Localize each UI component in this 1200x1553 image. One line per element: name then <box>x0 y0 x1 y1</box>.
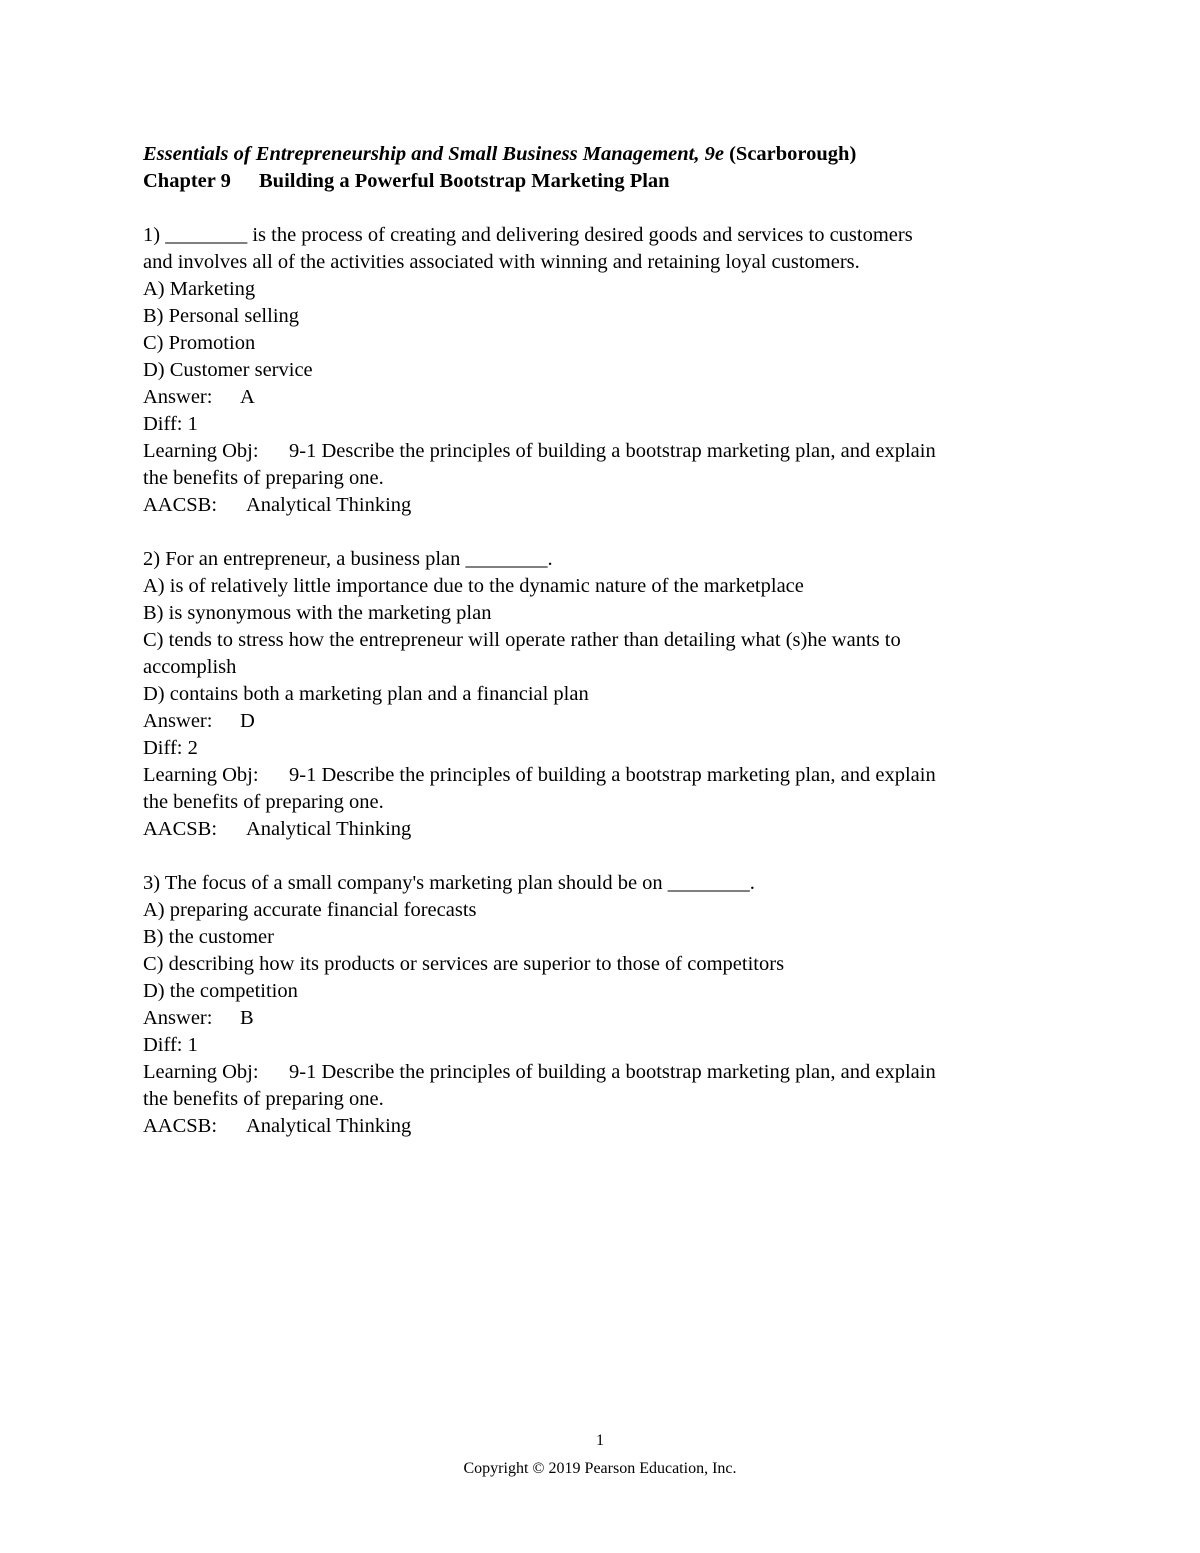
learning-obj-label: Learning Obj: <box>143 440 259 462</box>
answer-label: Answer: <box>143 1007 213 1029</box>
answer-value: D <box>240 710 255 732</box>
copyright-notice: Copyright © 2019 Pearson Education, Inc. <box>463 1460 737 1477</box>
learning-obj-text: 9-1 Describe the principles of building a bootstrap marketing plan, and explain <box>289 440 936 462</box>
answer-option: C) Promotion <box>143 332 256 354</box>
answer-label: Answer: <box>143 710 213 732</box>
answer-option: A) Marketing <box>143 278 256 300</box>
answer-line <box>143 708 1083 735</box>
aacsb-label: AACSB: <box>143 818 218 840</box>
book-title-line <box>143 141 1083 168</box>
aacsb-value: Analytical Thinking <box>246 494 412 516</box>
question-stem: 1) ________ is the process of creating and delivering desired goods and services to customers <box>143 224 913 246</box>
answer-line <box>143 1005 1083 1032</box>
question-3 <box>143 870 1083 1140</box>
learning-obj-label: Learning Obj: <box>143 1061 259 1083</box>
aacsb-label: AACSB: <box>143 494 218 516</box>
answer-line <box>143 384 1083 411</box>
aacsb-line <box>143 492 1083 519</box>
answer-option: accomplish <box>143 656 237 678</box>
answer-option: B) the customer <box>143 926 274 948</box>
learning-obj-text: the benefits of preparing one. <box>143 791 384 813</box>
answer-option: B) is synonymous with the marketing plan <box>143 602 492 624</box>
book-title: Essentials of Entrepreneurship and Small Business Management, 9e <box>143 143 724 165</box>
answer-option: A) preparing accurate financial forecasts <box>143 899 477 921</box>
answer-option: D) contains both a marketing plan and a financial plan <box>143 683 589 705</box>
answer-option: A) is of relatively little importance due to the dynamic nature of the marketplace <box>143 575 804 597</box>
question-stem: and involves all of the activities associated with winning and retaining loyal customers. <box>143 251 860 273</box>
difficulty: Diff: 2 <box>143 737 198 759</box>
aacsb-line <box>143 816 1083 843</box>
question-1 <box>143 222 1083 519</box>
answer-value: B <box>240 1007 254 1029</box>
learning-obj-text: the benefits of preparing one. <box>143 467 384 489</box>
chapter-number: Chapter 9 <box>143 170 231 192</box>
learning-obj-text: 9-1 Describe the principles of building a bootstrap marketing plan, and explain <box>289 1061 936 1083</box>
answer-value: A <box>240 386 255 408</box>
learning-objective <box>143 438 1083 465</box>
difficulty: Diff: 1 <box>143 413 198 435</box>
aacsb-label: AACSB: <box>143 1115 218 1137</box>
chapter-title: Building a Powerful Bootstrap Marketing Plan <box>259 170 670 192</box>
question-stem: 2) For an entrepreneur, a business plan ________. <box>143 548 553 570</box>
aacsb-line <box>143 1113 1083 1140</box>
aacsb-value: Analytical Thinking <box>246 1115 412 1137</box>
spacer <box>143 519 1083 546</box>
book-author: (Scarborough) <box>723 143 857 165</box>
answer-option: B) Personal selling <box>143 305 300 327</box>
learning-obj-text: the benefits of preparing one. <box>143 1088 384 1110</box>
answer-option: D) Customer service <box>143 359 313 381</box>
learning-obj-label: Learning Obj: <box>143 764 259 786</box>
answer-option: D) the competition <box>143 980 298 1002</box>
learning-objective <box>143 762 1083 789</box>
difficulty: Diff: 1 <box>143 1034 198 1056</box>
learning-obj-text: 9-1 Describe the principles of building a bootstrap marketing plan, and explain <box>289 764 936 786</box>
page-number: 1 <box>596 1432 604 1449</box>
aacsb-value: Analytical Thinking <box>246 818 412 840</box>
chapter-heading <box>143 168 1083 195</box>
spacer <box>143 843 1083 870</box>
spacer <box>143 195 1083 222</box>
answer-option: C) tends to stress how the entrepreneur will operate rather than detailing what (s)he wants to <box>143 629 901 651</box>
answer-option: C) describing how its products or services are superior to those of competitors <box>143 953 785 975</box>
answer-label: Answer: <box>143 386 213 408</box>
document-page <box>143 141 1083 1140</box>
question-stem: 3) The focus of a small company's marketing plan should be on ________. <box>143 872 755 894</box>
question-2 <box>143 546 1083 843</box>
learning-objective <box>143 1059 1083 1086</box>
